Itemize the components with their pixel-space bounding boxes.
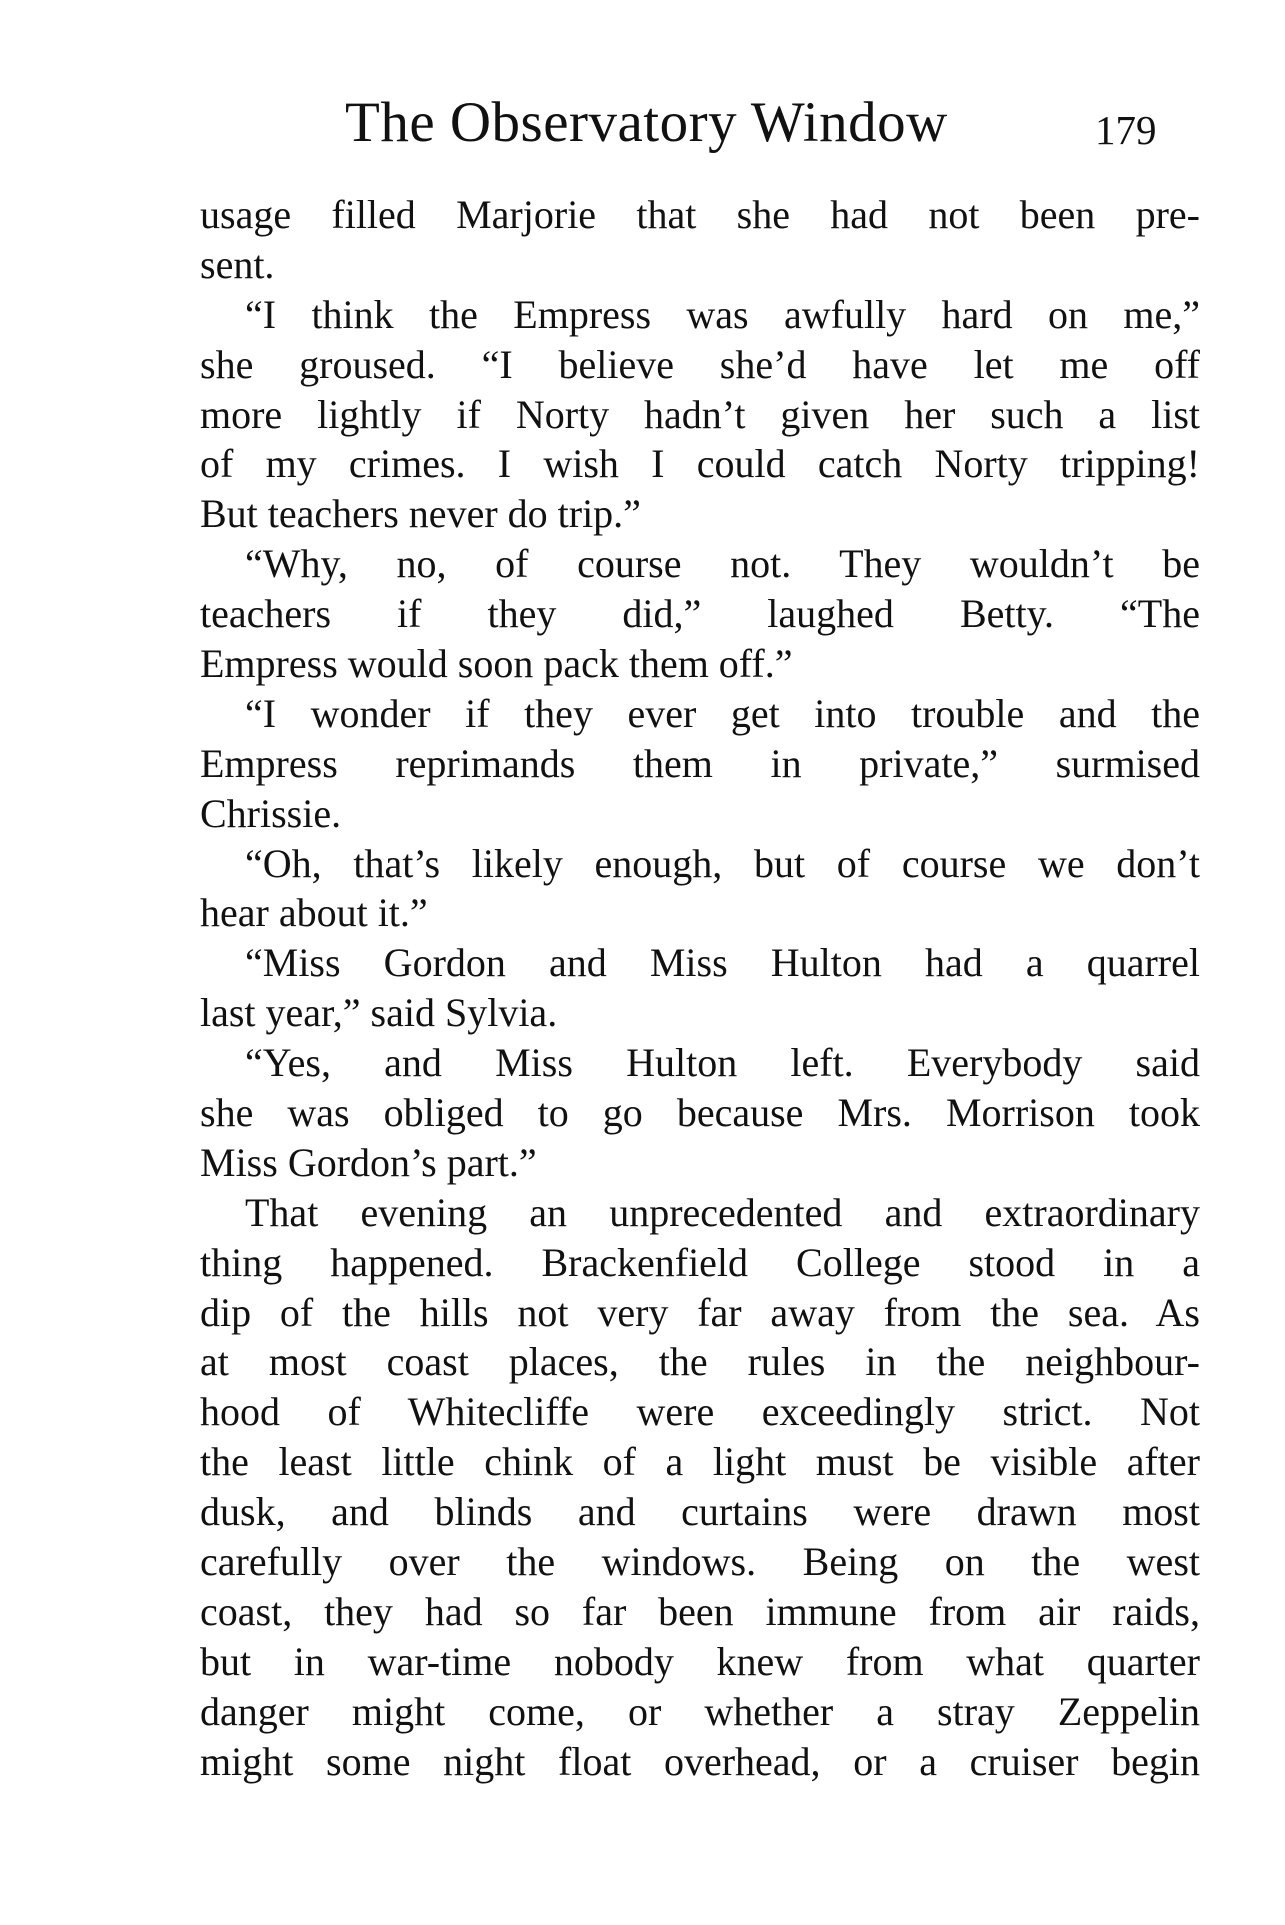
page-title: The Observatory Window [345,91,948,154]
text-line: “Miss Gordon and Miss Hulton had a quarrel [245,940,1200,986]
text-line: Empress reprimands them in private,” surmised [200,740,1200,786]
text-line: carefully over the windows. Being on the west [200,1539,1200,1585]
text-line: Chrissie. [200,790,342,836]
text-line: “I think the Empress was awfully hard on me,” [245,291,1200,337]
text-line: last year,” said Sylvia. [200,990,558,1036]
text-line: “Why, no, of course not. They wouldn’t be [245,541,1200,587]
text-line: sent. [200,241,275,287]
text-line: danger might come, or whether a stray Zeppelin [200,1688,1200,1734]
text-line: usage filled Marjorie that she had not been pre- [200,192,1200,237]
page-number: 179 [1095,107,1157,153]
text-line: “I wonder if they ever get into trouble and the [245,690,1200,736]
text-line: “Yes, and Miss Hulton left. Everybody said [245,1040,1200,1086]
text-line: Miss Gordon’s part.” [200,1139,537,1185]
running-head [200,90,1200,170]
text-line: teachers if they did,” laughed Betty. “The [200,591,1200,637]
text-line: of my crimes. I wish I could catch Norty tripping! [200,441,1200,487]
text-line: but in war-time nobody knew from what quarter [200,1638,1200,1684]
text-line: might some night float overhead, or a cruiser begin [200,1738,1200,1784]
text-line: But teachers never do trip.” [200,491,641,537]
text-line: she groused. “I believe she’d have let me off [200,341,1200,387]
text-line: dip of the hills not very far away from the sea. As [200,1289,1200,1335]
text-line: dusk, and blinds and curtains were drawn most [200,1489,1200,1535]
text-line: coast, they had so far been immune from air raids, [200,1588,1200,1634]
text-line: “Oh, that’s likely enough, but of course we don’t [245,840,1200,886]
text-line: thing happened. Brackenfield College stood in a [200,1239,1200,1285]
text-line: the least little chink of a light must be visible after [200,1439,1200,1485]
text-line: hood of Whitecliffe were exceedingly strict. Not [200,1389,1200,1435]
text-line: more lightly if Norty hadn’t given her such a list [200,391,1200,437]
body-text [200,190,1200,1787]
text-line: Empress would soon pack them off.” [200,641,793,687]
text-line: That evening an unprecedented and extraordinary [245,1189,1200,1235]
text-line: at most coast places, the rules in the neighbour- [200,1339,1200,1385]
text-line: she was obliged to go because Mrs. Morrison took [200,1090,1200,1136]
text-line: hear about it.” [200,890,428,936]
